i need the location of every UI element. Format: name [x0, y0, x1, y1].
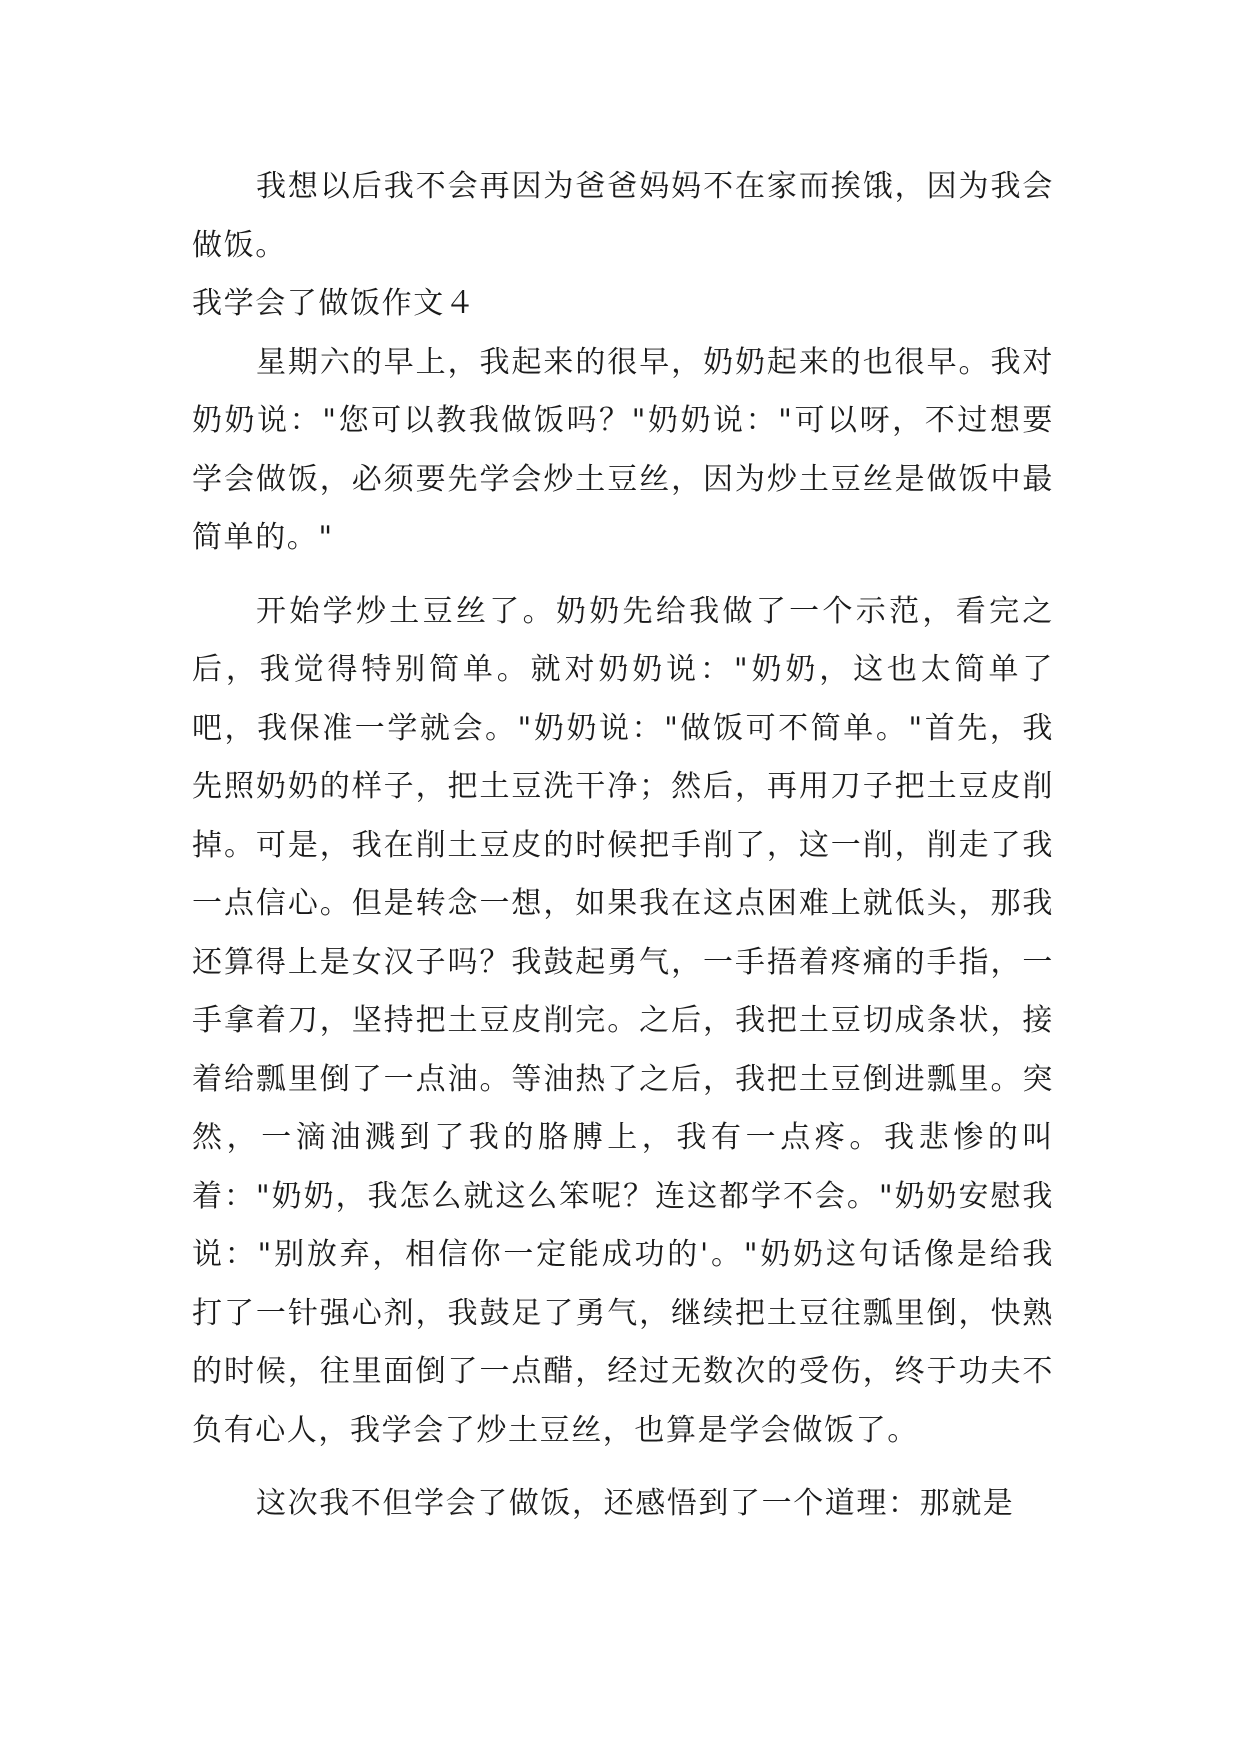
paragraph-main: 开始学炒土豆丝了。奶奶先给我做了一个示范，看完之后，我觉得特别简单。就对奶奶说："奶奶，这也太简单了吧，我保准一学就会。"奶奶说："做饭可不简单。"首先，我先照奶奶的样子，把土豆洗干净；然后，再用刀子把土豆皮削掉。可是，我在削土豆皮的时候把手削了，这一削，削走了我一点信心。但是转念一想，如果我在这点困难上就低头，那我还算得上是女汉子吗？我鼓起勇气，一手捂着疼痛的手指，一手拿着刀，坚持把土豆皮削完。之后，我把土豆切成条状，接着给瓢里倒了一点油。等油热了之后，我把土豆倒进瓢里。突然，一滴油溅到了我的胳膊上，我有一点疼。我悲惨的叫着："奶奶，我怎么就这么笨呢？连这都学不会。"奶奶安慰我说："别放弃，相信你一定能成功的'。"奶奶这句话像是给我打了一针强心剂，我鼓足了勇气，继续把土豆往瓢里倒，快熟的时候，往里面倒了一点醋，经过无数次的受伤，终于功夫不负有心人，我学会了炒土豆丝，也算是学会做饭了。 — [192, 593, 1054, 1448]
paragraph-intro: 星期六的早上，我起来的很早，奶奶起来的也很早。我对奶奶说："您可以教我做饭吗？"奶奶说："可以呀，不过想要学会做饭，必须要先学会炒土豆丝，因为炒土豆丝是做饭中最简单的。" — [192, 344, 1054, 555]
paragraph-ending: 这次我不但学会了做饭，还感悟到了一个道理：那就是 — [256, 1486, 1015, 1521]
document-body — [192, 158, 1054, 1534]
paragraph-conclusion: 我想以后我不会再因为爸爸妈妈不在家而挨饿，因为我会做饭。 — [192, 169, 1054, 263]
essay-title: 我学会了做饭作文４ — [192, 286, 477, 321]
